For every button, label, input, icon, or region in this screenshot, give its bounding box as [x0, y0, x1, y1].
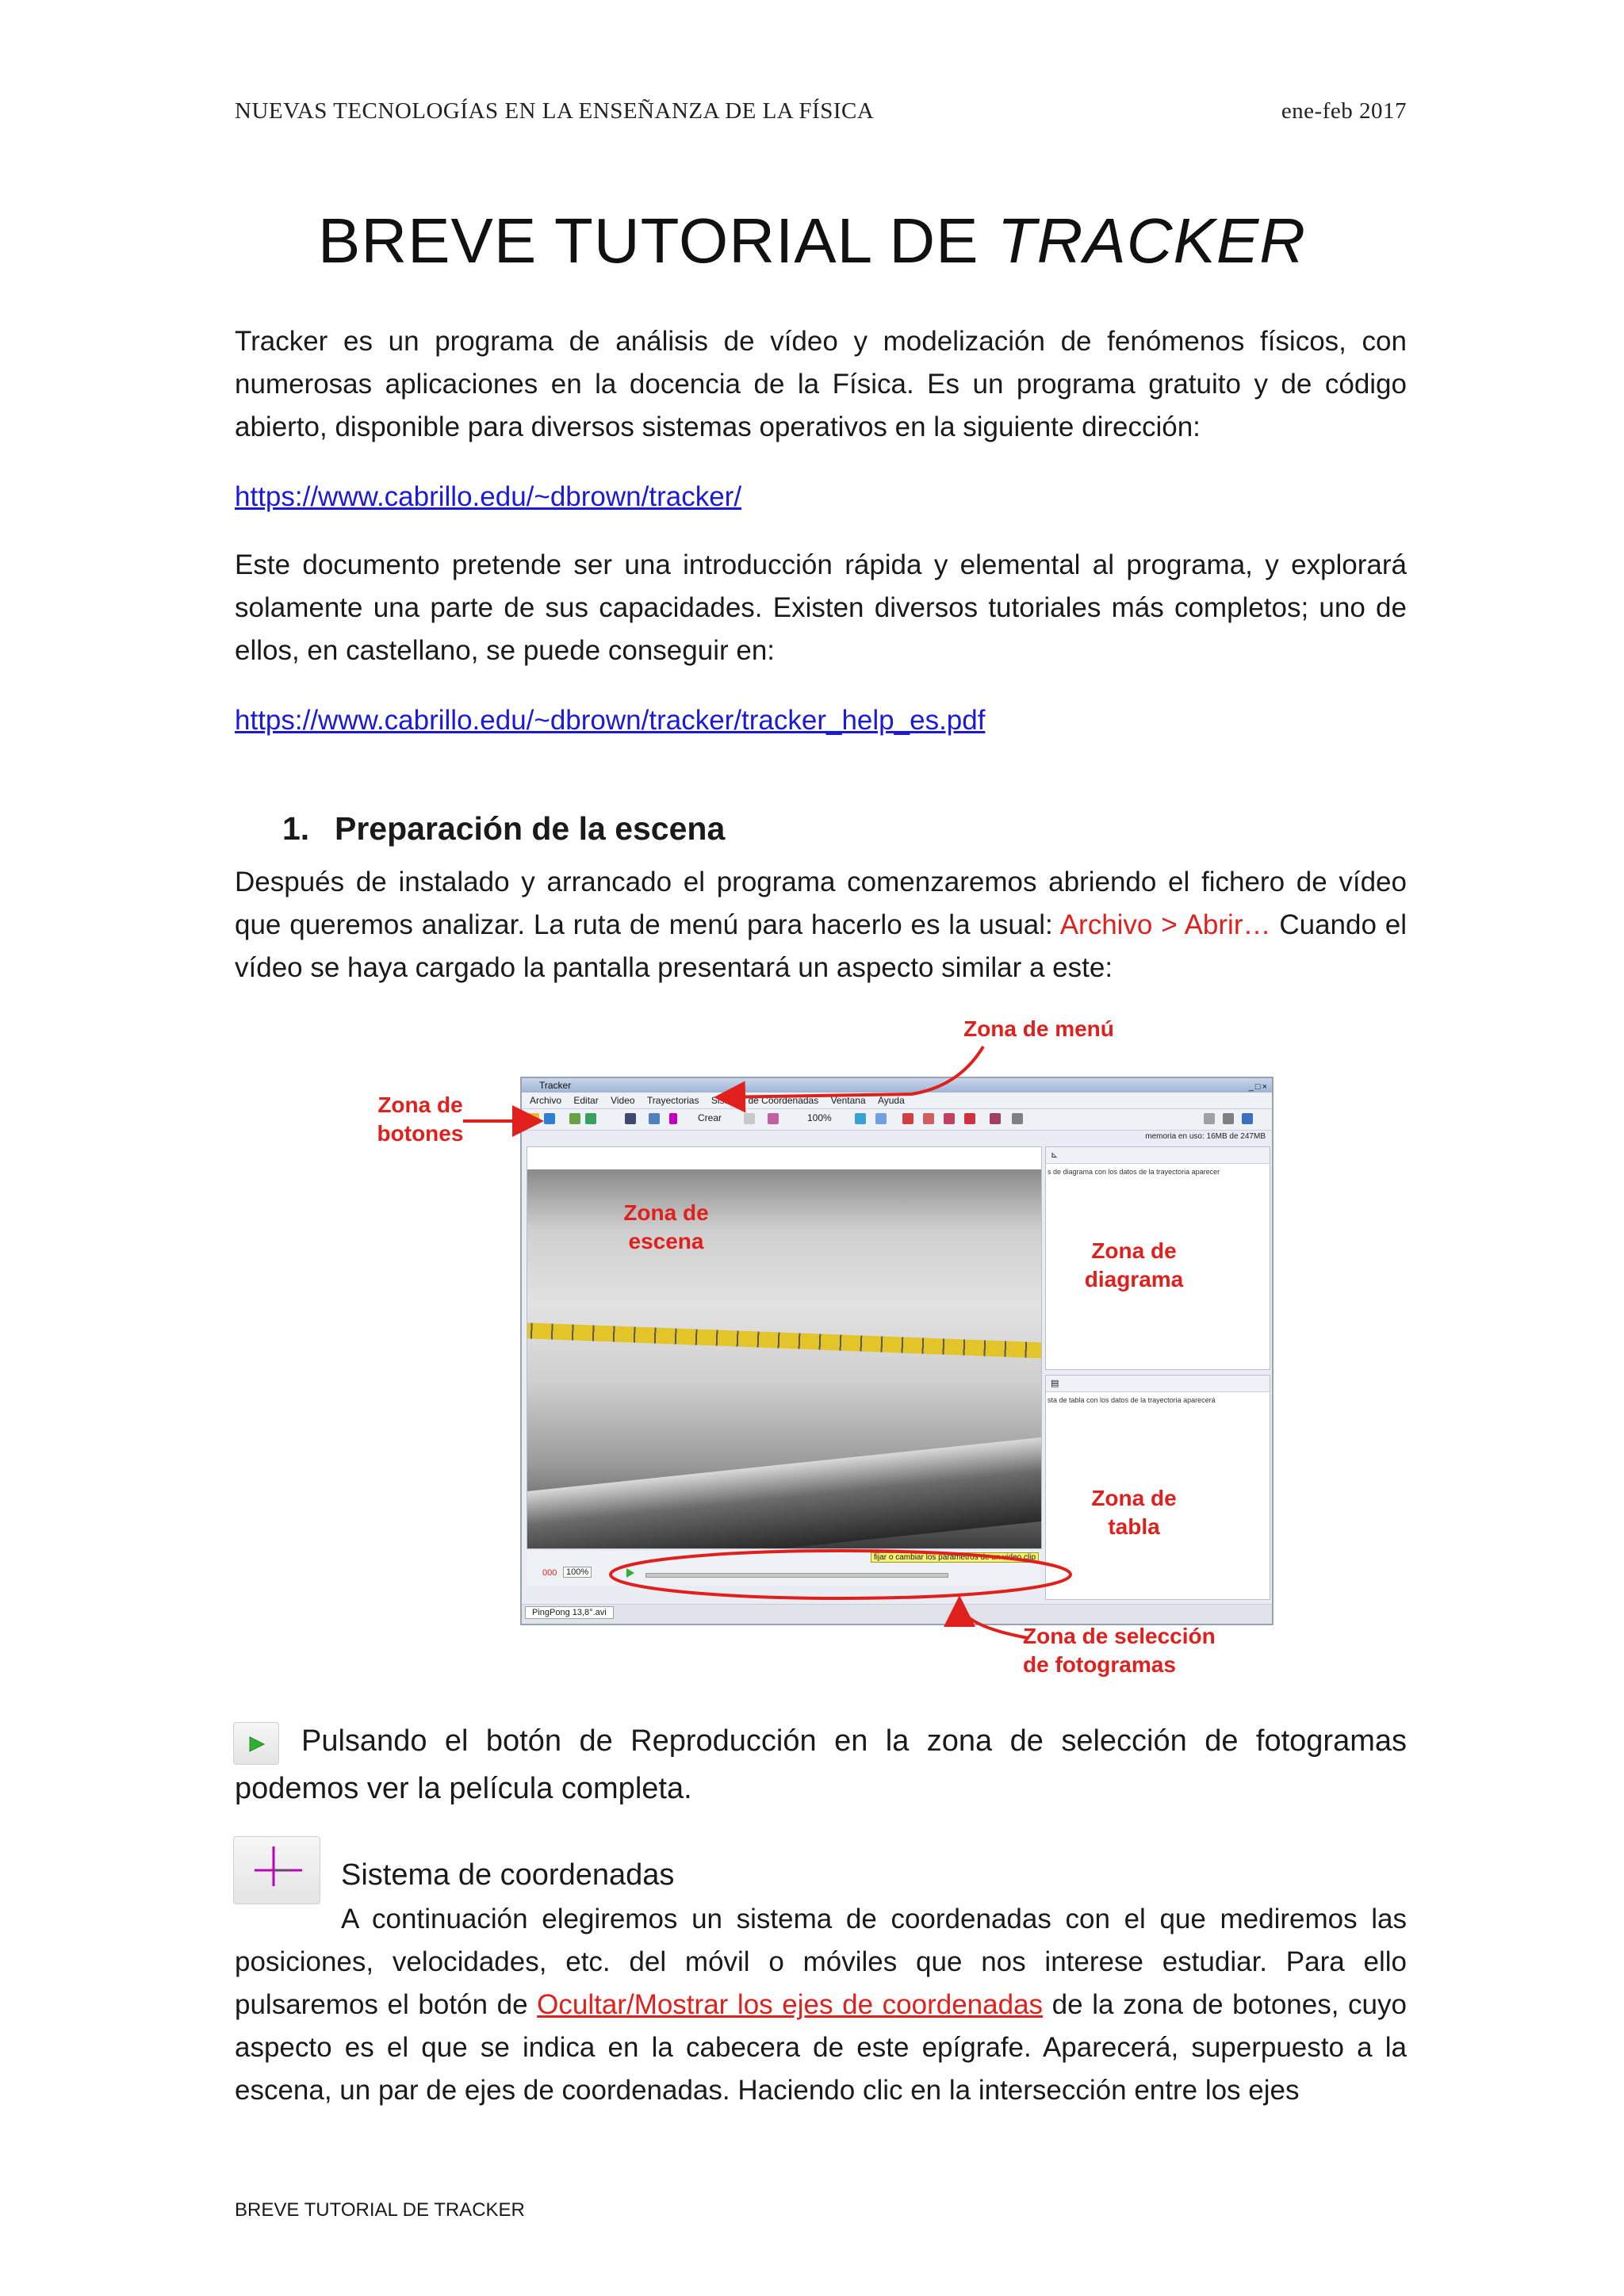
document-title: [0, 205, 1624, 277]
frame-number: 000: [542, 1568, 557, 1578]
tracker-link-line: [235, 476, 1407, 519]
running-footer: BREVE TUTORIAL DE TRACKER: [235, 2199, 525, 2221]
header-left: NUEVAS TECNOLOGÍAS EN LA ENSEÑANZA DE LA FÍSICA: [235, 98, 875, 124]
section-1-title: Preparación de la escena: [335, 810, 726, 847]
plot-axes-icon: ⊾: [1051, 1150, 1059, 1160]
table-panel-text: sta de tabla con los datos de la trayectoria aparecerá: [1048, 1396, 1216, 1404]
zoom-label: 100%: [807, 1112, 832, 1123]
menu-ayuda: Ayuda: [877, 1095, 905, 1106]
annotation-arrows: [373, 1015, 1277, 1681]
title-italic: TRACKER: [997, 205, 1306, 276]
coordinates-text-after: de la zona de botones, cuyo aspecto es el que se indica en la cabecera de este epígrafe. Aparecerá, superpuesto a la escena, un par de ejes de coordenadas. Haciendo clic en la intersección entre los ejes: [235, 1989, 1407, 2106]
intro-paragraph: Tracker es un programa de análisis de vídeo y modelización de fenómenos físicos, con numerosas aplicaciones en la docencia de la Física. Es un programa gratuito y de código abierto, disponible para diversos sistemas operativos en la siguiente dirección:: [235, 326, 1407, 442]
coordinate-axes-icon: [234, 1837, 320, 1904]
play-paragraph: Pulsando el botón de Reproducción en la zona de selección de fotogramas podemos ver la película completa.: [235, 1724, 1407, 1805]
section-1-heading: [282, 810, 725, 848]
menu-arrow: [720, 1047, 983, 1097]
section-1-text-before: Después de instalado y arrancado el programa comenzaremos abriendo el fichero de vídeo que queremos analizar. La ruta de menú para hacerlo es la usual:: [235, 867, 1407, 940]
frames-ellipse: [611, 1551, 1071, 1598]
memory-status: memoria en uso: 16MB de 247MB: [1145, 1132, 1266, 1141]
coordinates-text-before: A continuación elegiremos un sistema de coordenadas con el que mediremos las posiciones, velocidades, etc. del móvil o móviles que nos interese estudiar. Para ello pulsaremos el botón de: [235, 1904, 1407, 2020]
coordinates-heading: Sistema de coordenadas: [341, 1858, 675, 1892]
menu-archivo: Archivo: [530, 1095, 562, 1106]
annotation-buttons-zone: Zona de botones: [377, 1093, 464, 1146]
annotation-scene-zone: Zona de escena: [623, 1200, 709, 1253]
menu-sistema-coordenadas: Sistema de Coordenadas: [710, 1095, 819, 1106]
create-button-label: Crear: [698, 1112, 722, 1123]
header-date: ene-feb 2017: [1281, 98, 1407, 124]
plot-panel-text: s de diagrama con los datos de la trayectoria aparecer: [1048, 1168, 1220, 1176]
window-title: Tracker: [539, 1080, 572, 1091]
video-tab: PingPong 13,8°.avi: [525, 1606, 614, 1619]
help-link-line: [235, 699, 1407, 742]
tracker-screenshot-figure: [373, 1015, 1277, 1681]
menu-ventana: Ventana: [830, 1095, 866, 1106]
section-1-text-after: Cuando el vídeo se haya cargado la pantalla presentará un aspecto similar a este:: [235, 909, 1408, 983]
intro2-paragraph: Este documento pretende ser una introducción rápida y elemental al programa, y explorará solamente una parte de sus capacidades. Existen diversos tutoriales más completos; uno de ellos, en castellano, se puede conseguir en:: [235, 549, 1407, 666]
zoom-field: 100%: [563, 1567, 592, 1578]
frames-arrow: [959, 1601, 1028, 1638]
tracker-download-link[interactable]: https://www.cabrillo.edu/~dbrown/tracker/: [235, 481, 742, 512]
annotation-menu-zone: Zona de menú: [963, 1016, 1114, 1041]
menu-editar: Editar: [573, 1095, 599, 1106]
table-grid-icon: ▤: [1051, 1379, 1059, 1388]
axes-button-illustration: [233, 1836, 320, 1904]
clip-settings-hint: fijar o cambiar los parámetros de un video clip: [871, 1552, 1039, 1563]
menu-video: Video: [611, 1095, 635, 1106]
annotation-diagram-zone: Zona de diagrama: [1084, 1238, 1184, 1292]
title-main: BREVE TUTORIAL DE: [317, 205, 998, 276]
annotation-table-zone: Zona de tabla: [1091, 1486, 1177, 1539]
menu-path: Archivo > Abrir…: [1059, 909, 1271, 940]
window-controls-icon: _□×: [1248, 1082, 1269, 1092]
coordinates-paragraph: [235, 1898, 1407, 2112]
toggle-axes-link[interactable]: Ocultar/Mostrar los ejes de coordenadas: [537, 1989, 1044, 2020]
menu-trayectorias: Trayectorias: [646, 1095, 699, 1106]
section-1-paragraph: [235, 861, 1407, 989]
section-1-number: 1.: [282, 810, 310, 847]
annotation-frames-zone: Zona de selección de fotogramas: [1023, 1624, 1216, 1677]
tracker-help-link[interactable]: https://www.cabrillo.edu/~dbrown/tracker/tracker_help_es.pdf: [235, 705, 986, 736]
